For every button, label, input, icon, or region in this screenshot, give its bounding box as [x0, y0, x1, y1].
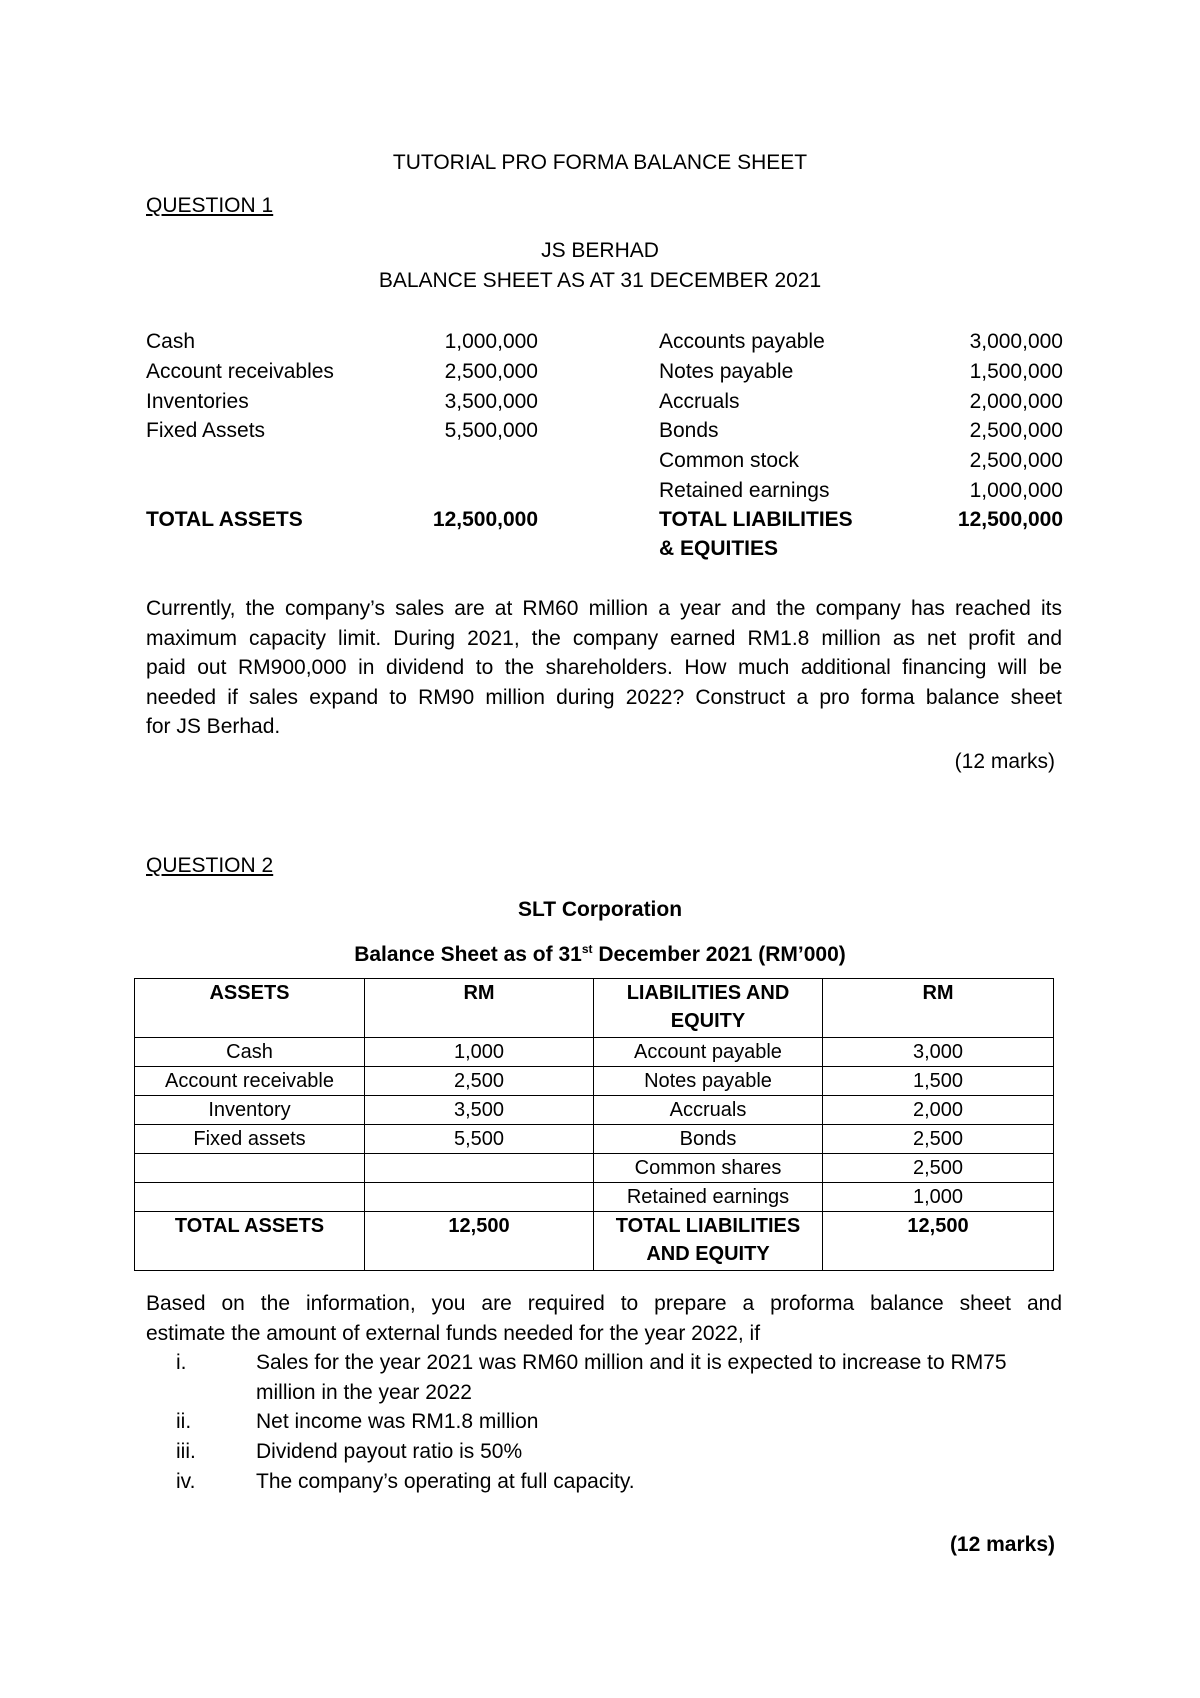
- q1-asset-value: 3,500,000: [444, 389, 538, 413]
- q2-company-name: SLT Corporation: [517, 898, 683, 921]
- table-header-cell: LIABILITIES AND EQUITY: [594, 979, 823, 1038]
- list-item-text: Net income was RM1.8 million: [256, 1410, 539, 1433]
- table-cell: Notes payable: [594, 1067, 823, 1096]
- table-cell: 3,000: [823, 1038, 1054, 1067]
- q1-liability-value: 2,000,000: [969, 389, 1063, 413]
- q1-text-line: paid out RM900,000 in dividend to the shareholders. How much additional financing will be: [146, 656, 1062, 679]
- list-item-text: Dividend payout ratio is 50%: [256, 1440, 523, 1463]
- table-header-row: [135, 979, 1054, 1038]
- table-cell: Account payable: [594, 1038, 823, 1067]
- table-cell: 1,000: [365, 1038, 594, 1067]
- q1-marks: (12 marks): [954, 750, 1055, 773]
- q1-asset-value: [420, 446, 538, 475]
- q1-text-line: Currently, the company’s sales are at RM60 million a year and the company has reached its: [146, 597, 1062, 620]
- table-header-cell: RM: [823, 979, 1054, 1038]
- list-item-number: ii.: [176, 1410, 192, 1433]
- q1-total-liabilities-label-2: & EQUITIES: [659, 537, 779, 560]
- table-cell: 3,500: [365, 1096, 594, 1125]
- q1-liability-label: Retained earnings: [659, 479, 830, 502]
- q1-total-liabilities-value: 12,500,000: [957, 508, 1063, 531]
- q1-liability-label: Common stock: [659, 449, 800, 473]
- table-cell: [135, 1154, 365, 1183]
- q2-instructions: [146, 1289, 1062, 1348]
- q1-text-line: needed if sales expand to RM90 million during 2022? Construct a pro forma balance sheet: [146, 685, 1062, 709]
- table-total-cell: TOTAL ASSETS: [135, 1212, 365, 1271]
- table-cell: [365, 1154, 594, 1183]
- q1-total-assets-value: 12,500,000: [432, 508, 538, 531]
- question-1-heading: QUESTION 1: [146, 194, 274, 217]
- table-cell: Cash: [135, 1038, 365, 1067]
- q1-asset-value: 2,500,000: [444, 359, 538, 383]
- q1-company-name: JS BERHAD: [541, 239, 659, 262]
- table-row: [135, 1067, 1054, 1096]
- q1-liability-value: 3,000,000: [969, 330, 1063, 353]
- table-cell: Bonds: [594, 1125, 823, 1154]
- table-cell: 2,500: [823, 1125, 1054, 1154]
- q2-text-line: Based on the information, you are required to prepare a proforma balance sheet and: [146, 1292, 1062, 1315]
- q1-liability-label: Bonds: [659, 419, 719, 443]
- q1-balance-sheet-title: BALANCE SHEET AS AT 31 DECEMBER 2021: [378, 269, 822, 292]
- list-item-text: Sales for the year 2021 was RM60 million and it is expected to increase to RM75 million in the year 2022: [256, 1351, 1007, 1404]
- q1-asset-label: Account receivables: [146, 359, 334, 383]
- table-cell: 2,500: [365, 1067, 594, 1096]
- q1-question-text: [146, 594, 1062, 742]
- table-total-cell: TOTAL LIABILITIES AND EQUITY: [594, 1212, 823, 1271]
- table-cell: [135, 1183, 365, 1212]
- table-row: [135, 1096, 1054, 1125]
- q1-liability-value: 2,500,000: [969, 419, 1063, 443]
- q2-balance-sheet-title: Balance Sheet as of 31st December 2021 (RM’000): [354, 942, 846, 966]
- table-cell: [365, 1183, 594, 1212]
- table-cell: Fixed assets: [135, 1125, 365, 1154]
- q1-total-assets-label: TOTAL ASSETS: [146, 508, 303, 531]
- q1-text-line: for JS Berhad.: [146, 715, 281, 738]
- q1-liability-value: 1,500,000: [969, 359, 1063, 383]
- q1-text-line: maximum capacity limit. During 2021, the company earned RM1.8 million as net profit and: [146, 626, 1062, 650]
- table-cell: Inventory: [135, 1096, 365, 1125]
- question-2-heading: QUESTION 2: [146, 854, 274, 877]
- q2-balance-sheet-table: [134, 978, 1054, 1271]
- table-row: [135, 1183, 1054, 1212]
- table-cell: 2,000: [823, 1096, 1054, 1125]
- q1-asset-value: [420, 476, 538, 505]
- q1-liability-label: Accounts payable: [659, 330, 825, 353]
- list-item-number: iii.: [176, 1440, 196, 1463]
- table-cell: 2,500: [823, 1154, 1054, 1183]
- table-cell: 1,000: [823, 1183, 1054, 1212]
- table-cell: 1,500: [823, 1067, 1054, 1096]
- table-total-cell: 12,500: [823, 1212, 1054, 1271]
- table-total-cell: 12,500: [365, 1212, 594, 1271]
- q2-text-line: estimate the amount of external funds needed for the year 2022, if: [146, 1321, 761, 1345]
- table-row: [135, 1154, 1054, 1183]
- q1-asset-label: Fixed Assets: [146, 419, 266, 443]
- list-item-number: i.: [176, 1351, 187, 1374]
- q1-liability-label: Accruals: [659, 389, 740, 413]
- q2-marks: (12 marks): [949, 1533, 1055, 1556]
- table-cell: Account receivable: [135, 1067, 365, 1096]
- table-cell: Retained earnings: [594, 1183, 823, 1212]
- q1-asset-label: Inventories: [146, 389, 249, 413]
- q1-asset-label: Cash: [146, 330, 196, 353]
- table-row: [135, 1038, 1054, 1067]
- list-item-text: The company’s operating at full capacity.: [256, 1470, 635, 1493]
- q1-total-liabilities-label: TOTAL LIABILITIES: [659, 508, 853, 531]
- q1-asset-value: 5,500,000: [444, 419, 538, 443]
- q1-liability-value: 2,500,000: [969, 449, 1063, 473]
- table-header-cell: RM: [365, 979, 594, 1038]
- q1-asset-value: 1,000,000: [444, 330, 538, 353]
- table-total-row: [135, 1212, 1054, 1271]
- table-row: [135, 1125, 1054, 1154]
- table-header-cell: ASSETS: [135, 979, 365, 1038]
- table-cell: 5,500: [365, 1125, 594, 1154]
- table-cell: Common shares: [594, 1154, 823, 1183]
- list-item-number: iv.: [176, 1470, 196, 1493]
- page-title: TUTORIAL PRO FORMA BALANCE SHEET: [392, 151, 808, 174]
- table-cell: Accruals: [594, 1096, 823, 1125]
- q1-liability-label: Notes payable: [659, 359, 794, 383]
- q1-liability-value: 1,000,000: [969, 479, 1063, 502]
